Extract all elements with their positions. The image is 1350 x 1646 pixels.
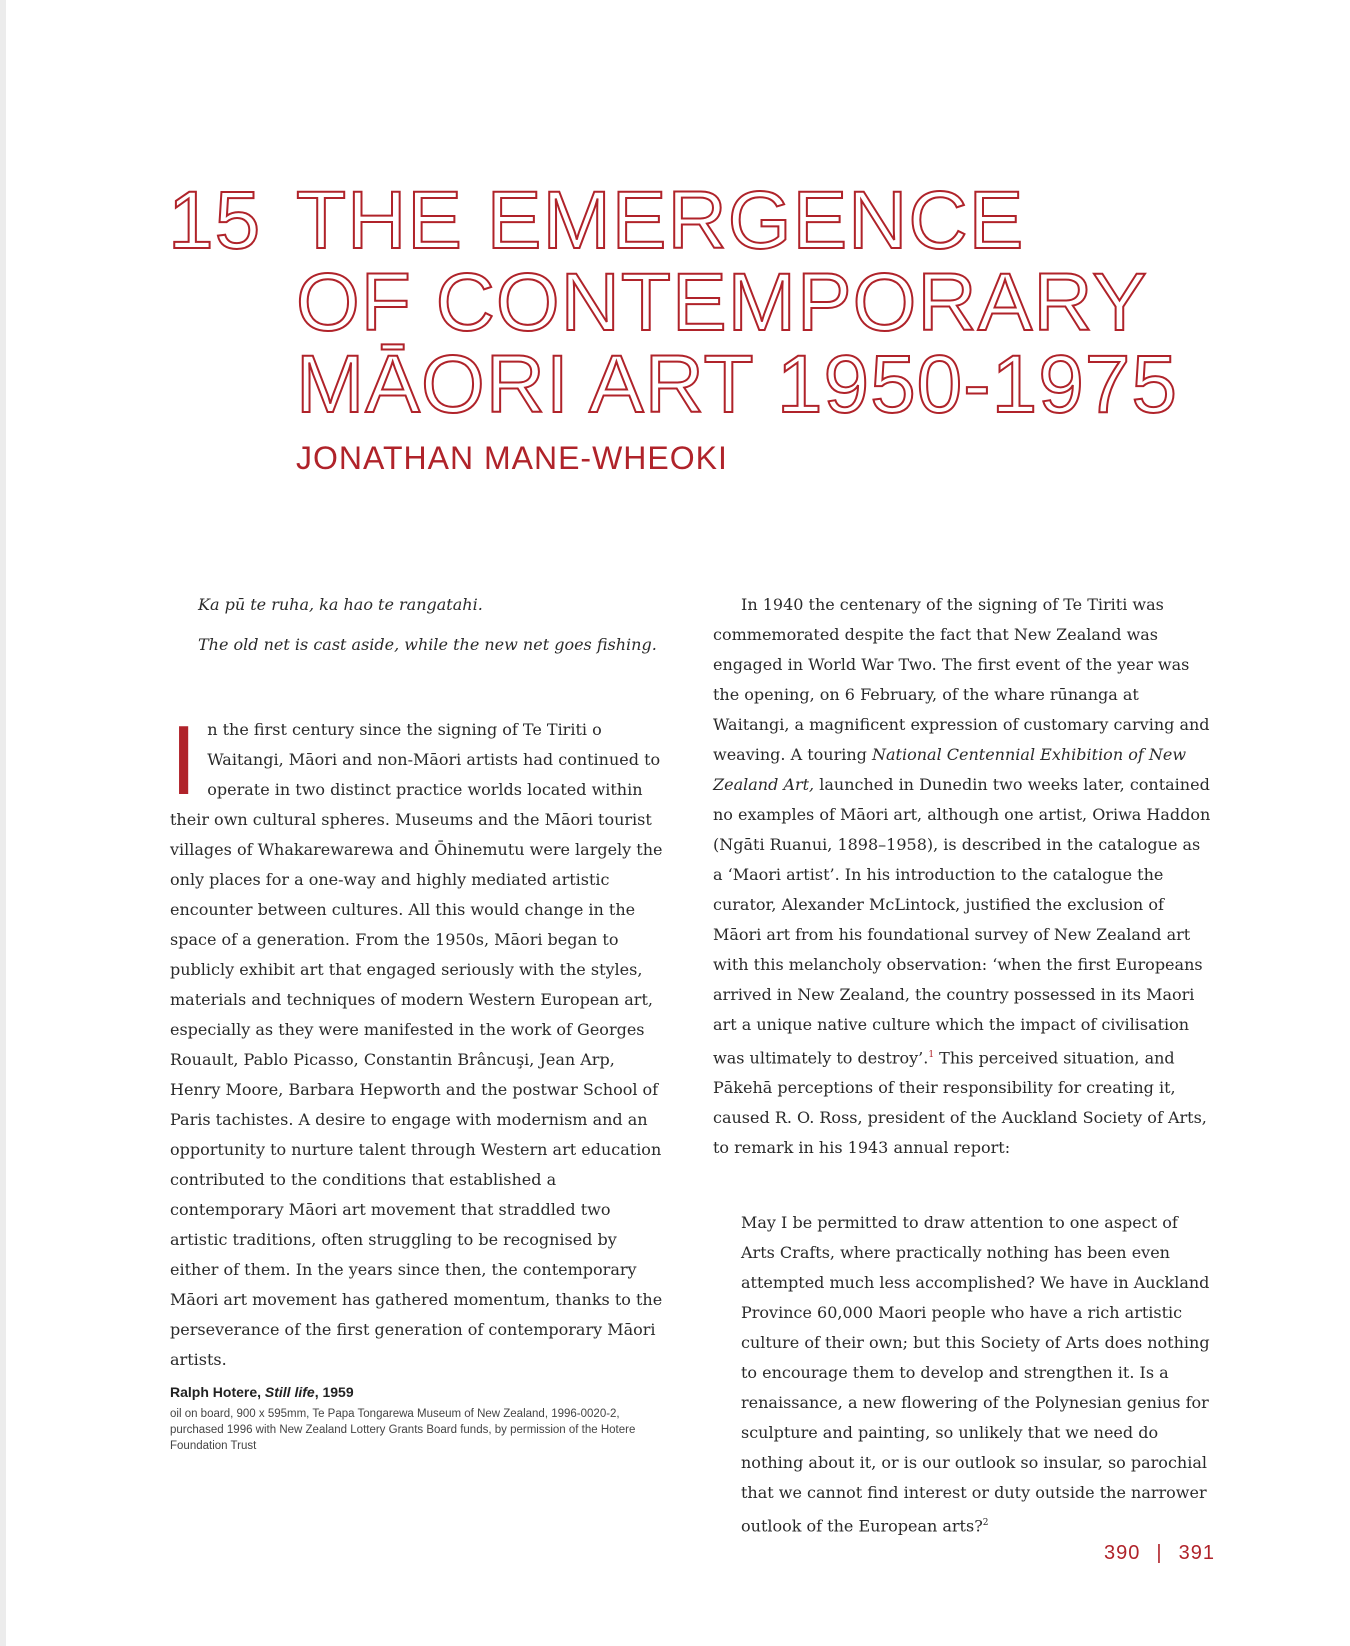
right-paragraph-start: In 1940 the centenary of the signing of Te Tiriti was commemorated despite the fact that New Zealand was engaged in World War Two. The first event of the year was the opening, on 6 February, of the whare rūnanga at Waitangi, a magnificent expression of customary carving and weaving. A touring (713, 595, 1210, 764)
epigraph (198, 590, 670, 660)
page-number-left: 390 (1104, 1542, 1141, 1564)
page-numbers (1104, 1542, 1215, 1565)
right-paragraph-middle: launched in Dunedin two weeks later, contained no examples of Māori art, although one artist, Oriwa Haddon (Ngāti Ruanui, 1898–1958), is described in the catalogue as a ‘Maori artist’. In his introduction to the catalogue the curator, Alexander McLintock, justified the exclusion of Māori art from his foundational survey of New Zealand art with this melancholy observation: ‘when the first Europeans arrived in New Zealand, the country possessed in its Maori art a unique native culture which the impact of civilisation was ultimately to destroy’. (713, 775, 1211, 1068)
epigraph-maori: Ka pū te ruha, ka hao te rangatahi. (198, 595, 483, 614)
drop-cap: I (170, 705, 198, 815)
ross-quote (741, 1208, 1213, 1541)
footnote-ref-1: 1 (928, 1050, 935, 1060)
right-paragraph (713, 590, 1213, 1163)
left-column (170, 590, 670, 1375)
chapter-number: 15 (168, 175, 262, 266)
caption-detail: oil on board, 900 x 595mm, Te Papa Tongarewa Museum of New Zealand, 1996-0020-2, purchased 1996 with New Zealand Lottery Grants Board funds, by permission of the Hotere Foundation Trust (170, 1408, 636, 1452)
page-number-right: 391 (1178, 1542, 1215, 1564)
caption-artist: Ralph Hotere, (170, 1384, 262, 1400)
footnote-ref-2: 2 (982, 1518, 989, 1529)
intro-paragraph (170, 705, 670, 1375)
chapter-title-line-2: OF CONTEMPORARY (296, 257, 1148, 348)
intro-paragraph-text: n the first century since the signing of Te Tiriti o Waitangi, Māori and non-Māori artists had continued to operate in two distinct practice worlds located within their own cultural spheres. Museums and the Māori tourist villages of Whakarewarewa and Ōhinemutu were largely the only places for a one-way and highly mediated artistic encounter between cultures. All this would change in the space of a generation. From the 1950s, Māori began to publicly exhibit art that engaged seriously with the styles, materials and techniques of modern Western European art, especially as they were manifested in the work of Georges Rouault, Pablo Picasso, Constantin Brâncuşi, Jean Arp, Henry Moore, Barbara Hepworth and the postwar School of Paris tachistes. A desire to engage with modernism and an opportunity to nurture talent through Western art education contributed to the conditions that established a contemporary Māori art movement that straddled two artistic traditions, often struggling to be recognised by either of them. In the years since then, the contemporary Māori art movement has gathered momentum, thanks to the perseverance of the first generation of contemporary Māori artists. (170, 720, 663, 1369)
right-column (713, 590, 1213, 1542)
image-caption (170, 1384, 650, 1454)
exhibition-title: National Centennial Exhibition of New Zealand Art, (713, 745, 1187, 794)
caption-year: , 1959 (314, 1384, 354, 1400)
caption-title (170, 1384, 650, 1400)
chapter-title-line-1: THE EMERGENCE (296, 175, 1025, 266)
page-number-separator: | (1156, 1542, 1163, 1564)
ross-quote-text (741, 1208, 1213, 1541)
right-paragraph-end: This perceived situation, and Pākehā perceptions of their responsibility for creating it, caused R. O. Ross, president of the Auckland Society of Arts, to remark in his 1943 annual report: (713, 1048, 1207, 1158)
page-edge-shadow (0, 0, 6, 1646)
chapter-title-line-3: MĀORI ART 1950-1975 (296, 339, 1179, 430)
ross-quote-body: May I be permitted to draw attention to one aspect of Arts Crafts, where practically nothing has been even attempted much less accomplished? We have in Auckland Province 60,000 Maori people who have a rich artistic culture of their own; but this Society of Arts does nothing to encourage them to develop and strengthen it. Is a renaissance, a new flowering of the Polynesian genius for sculpture and painting, so unlikely that we need do nothing about it, or is our outlook so insular, so parochial that we cannot find interest or duty outside the narrower outlook of the European arts? (741, 1213, 1210, 1536)
caption-work-title: Still life (264, 1384, 315, 1400)
epigraph-english: The old net is cast aside, while the new net goes fishing. (198, 635, 657, 654)
chapter-author: JONATHAN MANE-WHEOKI (296, 440, 728, 476)
